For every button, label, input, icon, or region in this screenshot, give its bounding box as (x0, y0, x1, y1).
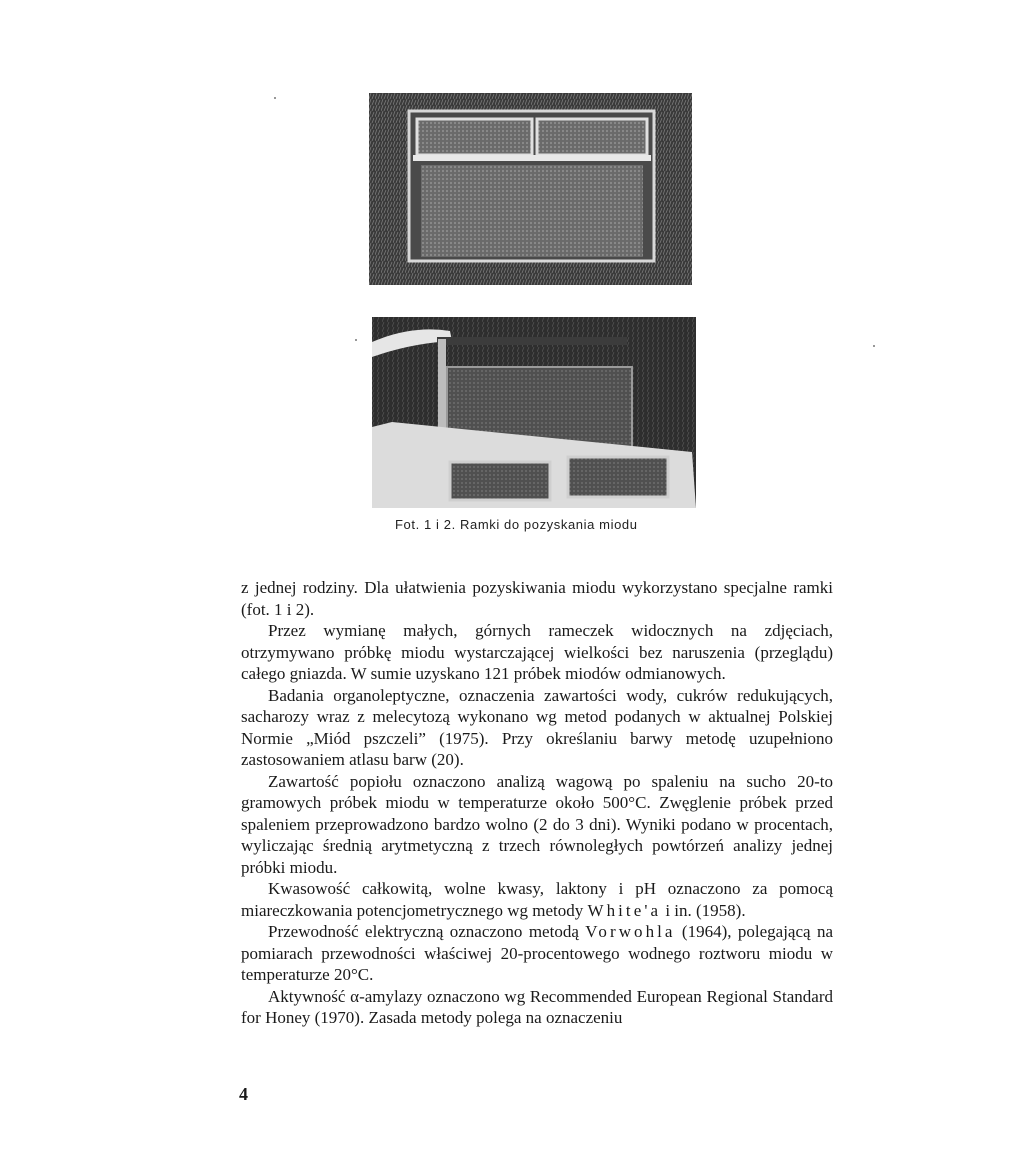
photo-frame-top-image (369, 93, 692, 285)
paragraph-7: Aktywność α-amylazy oznaczono wg Recommended European Regional Standard for Honey (1970). Zasada metody polega na oznaczeniu (241, 986, 833, 1027)
paragraph-1: z jednej rodziny. Dla ułatwienia pozyskiwania miodu wykorzystano specjalne ramki (fot. 1 i 2). (241, 578, 833, 619)
paragraph-6 (241, 921, 833, 986)
speck (274, 97, 276, 99)
paragraph-5 (241, 878, 833, 921)
paragraph-3: Badania organoleptyczne, oznaczenia zawartości wody, cukrów redukujących, sacharozy wraz z melecytozą wykonano wg metod podanych w aktualnej Polskiej Normie „Miód pszczeli” (1975). Przy określaniu barwy metodę uzupełniono zastosowaniem atlasu barw (20). (241, 685, 833, 769)
paragraph-6-before: Przewodność elektryczną oznaczono metodą (268, 922, 586, 941)
author-name-white: White'a (587, 900, 662, 920)
paragraph-5-after: i in. (1958). (661, 900, 746, 920)
figure-caption: Fot. 1 i 2. Ramki do pozyskania miodu (395, 517, 638, 532)
page-number: 4 (239, 1084, 248, 1104)
paragraph-4: Zawartość popiołu oznaczono analizą wagową po spaleniu na sucho 20-to gramowych próbek miodu w temperaturze około 500°C. Zwęglenie próbek przed spaleniem przeprowadzono bardzo wolno (2 do 3 dni). Wyniki podano w procentach, wyliczając średnią arytmetyczną z trzech równoległych powtórzeń analizy jednej próbki miodu. (241, 771, 833, 877)
photo-frame-top (369, 93, 692, 285)
speck (355, 339, 357, 341)
photo-frame-hand (372, 317, 696, 508)
body-text (241, 577, 833, 1029)
author-name-vorwohl: Vorwohla (585, 922, 676, 941)
speck (873, 345, 875, 347)
photo-frame-hand-image (372, 317, 696, 508)
paragraph-5-before: Kwasowość całkowitą, wolne kwasy, laktony i pH oznaczono za pomocą miareczkowania potencjometrycznego wg metody (241, 879, 833, 920)
paragraph-6-after: (1964), polegającą na pomiarach przewodności właściwej 20-procentowego wodnego roztworu miodu w temperaturze 20°C. (241, 922, 834, 984)
paragraph-2: Przez wymianę małych, górnych rameczek widocznych na zdjęciach, otrzymywano próbkę miodu wystarczającej wielkości bez naruszenia (przeglądu) całego gniazda. W sumie uzyskano 121 próbek miodów odmianowych. (241, 621, 833, 683)
